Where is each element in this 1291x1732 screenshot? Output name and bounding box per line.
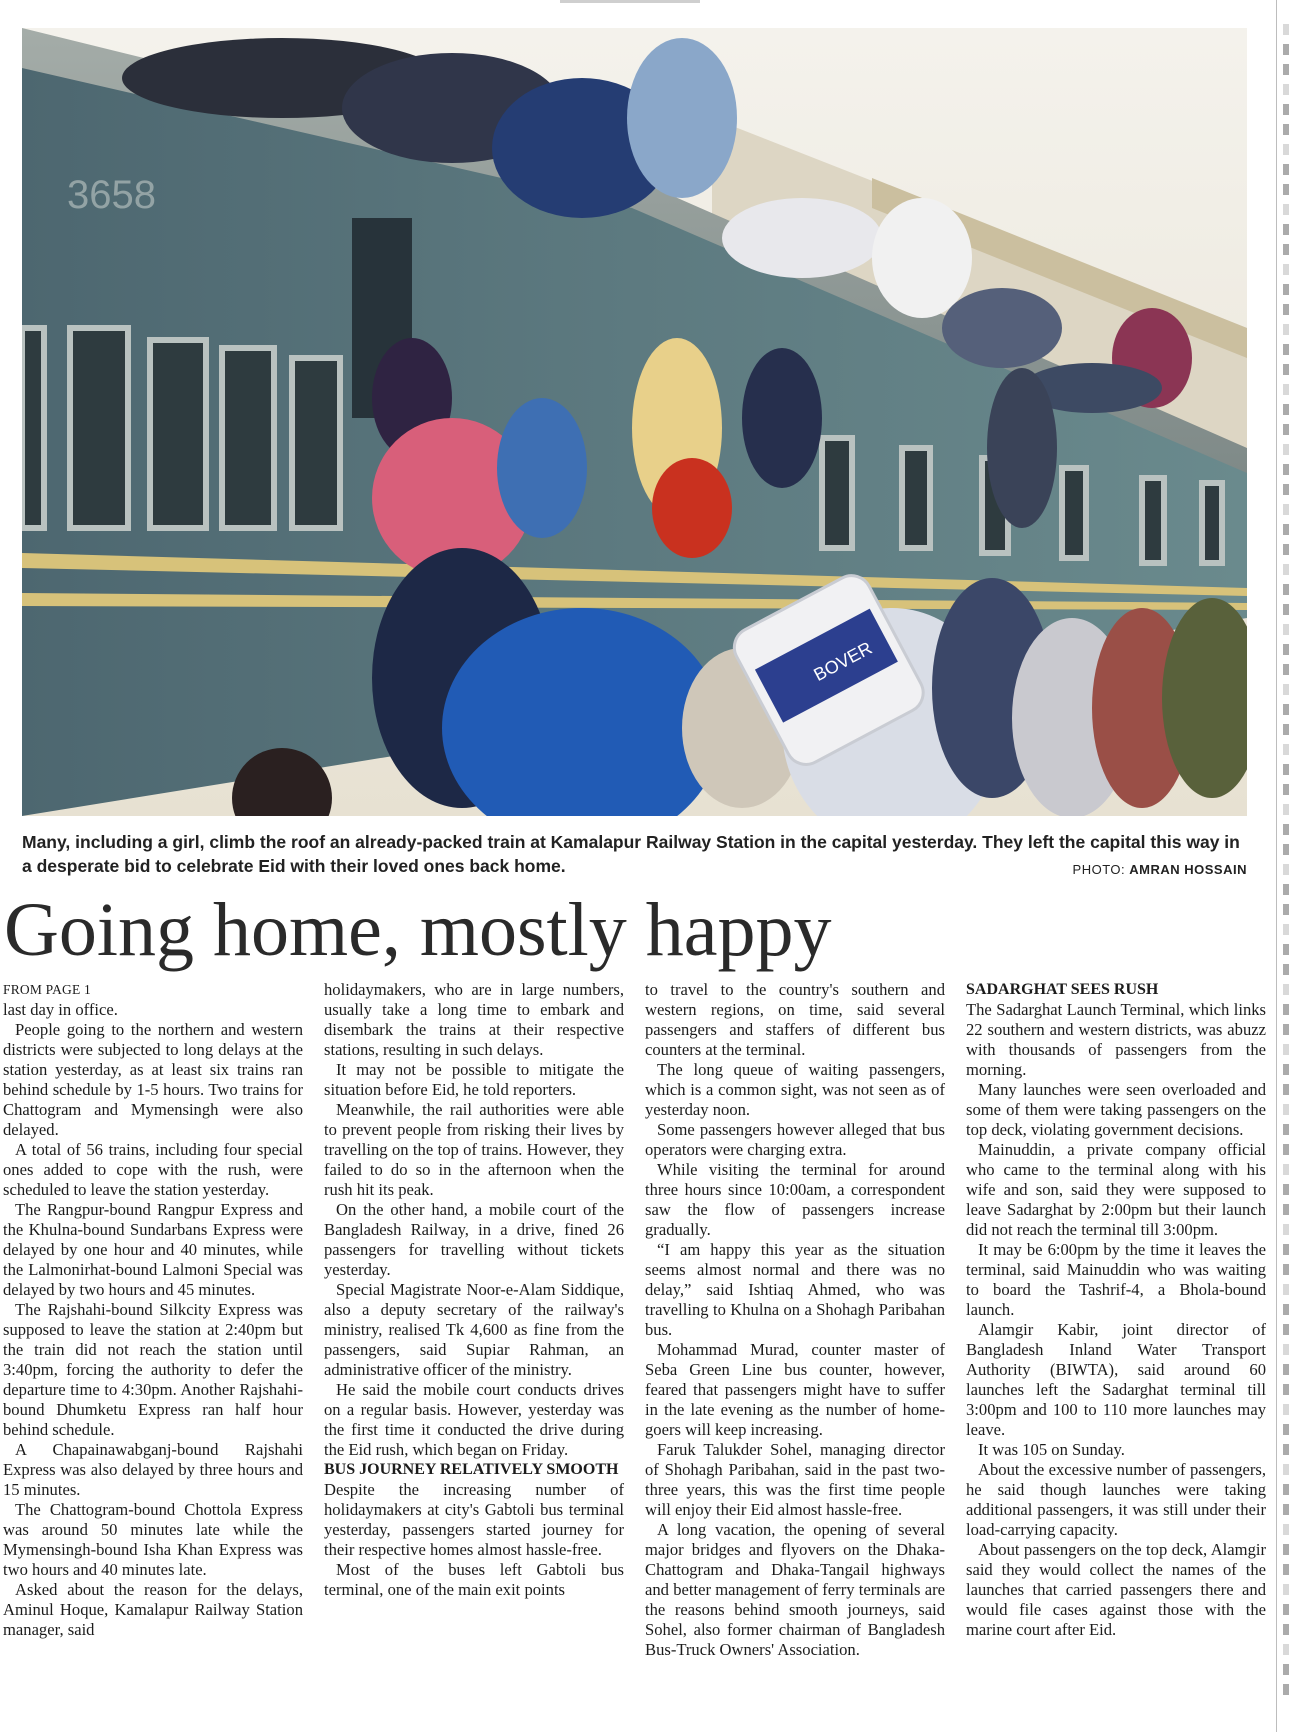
clipped-glyph [1283, 1104, 1289, 1115]
clipped-glyph [1283, 284, 1289, 295]
clipped-glyph [1283, 1084, 1289, 1095]
paragraph: A total of 56 trains, including four special ones added to cope with the rush, were scheduled to leave the station yesterday. [3, 1140, 303, 1199]
clipped-glyph [1283, 964, 1289, 975]
paragraph: Special Magistrate Noor-e-Alam Siddique, also a deputy secretary of the railway's ministry, realised Tk 4,600 as fine from the passengers, said Supiar Rahman, an administrative officer of the ministry. [324, 1280, 624, 1379]
paragraph: It may not be possible to mitigate the situation before Eid, he told reporters. [324, 1060, 624, 1099]
continued-from-kicker: FROM PAGE 1 [3, 982, 91, 997]
clipped-glyph [1283, 1404, 1289, 1415]
paragraph: Asked about the reason for the delays, Aminul Hoque, Kamalapur Railway Station manager, said [3, 1580, 303, 1639]
clipped-glyph [1283, 24, 1289, 35]
clipped-glyph [1283, 584, 1289, 595]
clipped-glyph [1283, 464, 1289, 475]
clipped-glyph [1283, 1504, 1289, 1515]
clipped-glyph [1283, 664, 1289, 675]
clipped-glyph [1283, 984, 1289, 995]
clipped-glyph [1283, 1244, 1289, 1255]
clipped-glyph [1283, 864, 1289, 875]
clipped-glyph [1283, 904, 1289, 915]
clipped-glyph [1283, 924, 1289, 935]
clipped-glyph [1283, 444, 1289, 455]
clipped-glyph [1283, 1584, 1289, 1595]
clipped-glyph [1283, 424, 1289, 435]
clipped-glyph [1283, 824, 1289, 835]
clipped-glyph [1283, 1544, 1289, 1555]
clipped-glyph [1283, 144, 1289, 155]
clipped-glyph [1283, 104, 1289, 115]
paragraph: The long queue of waiting passengers, which is a common sight, was not seen as of yesterday noon. [645, 1060, 945, 1119]
photo-credit [1073, 862, 1247, 877]
clipped-glyph [1283, 324, 1289, 335]
paragraph: A Chapainawabganj-bound Rajshahi Express was also delayed by three hours and 15 minutes. [3, 1440, 303, 1499]
paragraph: to travel to the country's southern and western regions, on time, said several passengers and staffers of different bus counters at the terminal. [645, 980, 945, 1059]
clipped-glyph [1283, 784, 1289, 795]
clipped-glyph [1283, 644, 1289, 655]
column-divider [1276, 0, 1277, 1732]
clipped-glyph [1283, 1284, 1289, 1295]
paragraph: It may be 6:00pm by the time it leaves the terminal, said Mainuddin who was waiting to board the Tashrif-4, a Bhola-bound launch. [966, 1240, 1266, 1319]
train-roof-crowd-photo [22, 28, 1247, 816]
clipped-glyph [1283, 1164, 1289, 1175]
clipped-glyph [1283, 724, 1289, 735]
paragraph: Meanwhile, the rail authorities were able to prevent people from risking their lives by travelling on the top of trains. However, they failed to do so in the afternoon when the rush hit its peak. [324, 1100, 624, 1199]
paragraph: People going to the northern and western districts were subjected to long delays at the station yesterday, as at least six trains ran behind schedule by 1-5 hours. Two trains for Chattogram and Mymensingh were also delayed. [3, 1020, 303, 1139]
clipped-glyph [1283, 84, 1289, 95]
clipped-glyph [1283, 124, 1289, 135]
clipped-glyph [1283, 1064, 1289, 1075]
photo-credit-name: AMRAN HOSSAIN [1129, 862, 1247, 877]
paragraph: Most of the buses left Gabtoli bus terminal, one of the main exit points [324, 1560, 624, 1599]
clipped-glyph [1283, 844, 1289, 855]
subhead-sadarghat: SADARGHAT SEES RUSH [966, 981, 1159, 998]
clipped-glyph [1283, 364, 1289, 375]
paragraph: About passengers on the top deck, Alamgir said they would collect the names of the launches that carried passengers there and would file cases against those with the marine court after Eid. [966, 1540, 1266, 1639]
clipped-glyph [1283, 604, 1289, 615]
paragraph: A long vacation, the opening of several major bridges and flyovers on the Dhaka-Chattogram and Dhaka-Tangail highways and better management of ferry terminals are the reasons behind smooth journeys, said Sohel, also former chairman of Bangladesh Bus-Truck Owners' Association. [645, 1520, 945, 1659]
paragraph: He said the mobile court conducts drives on a regular basis. However, yesterday was the first time it conducted the drive during the Eid rush, which began on Friday. [324, 1380, 624, 1459]
clipped-glyph [1283, 1264, 1289, 1275]
clipped-glyph [1283, 204, 1289, 215]
clipped-glyph [1283, 744, 1289, 755]
paragraph: last day in office. [3, 1000, 118, 1019]
paragraph: Many launches were seen overloaded and some of them were taking passengers on the top deck, violating government decisions. [966, 1080, 1266, 1139]
clipped-glyph [1283, 624, 1289, 635]
article-column-1 [3, 980, 303, 1640]
clipped-glyph [1283, 1624, 1289, 1635]
clipped-glyph [1283, 1024, 1289, 1035]
news-photo [22, 28, 1247, 816]
subhead-bus-journey: BUS JOURNEY RELATIVELY SMOOTH [324, 1461, 619, 1478]
article-column-2 [324, 980, 624, 1600]
clipped-glyph [1283, 1344, 1289, 1355]
clipped-glyph [1283, 344, 1289, 355]
clipped-glyph [1283, 64, 1289, 75]
clipped-glyph [1283, 1324, 1289, 1335]
clipped-glyph [1283, 1644, 1289, 1655]
clipped-glyph [1283, 1224, 1289, 1235]
clipped-glyph [1283, 1304, 1289, 1315]
clipped-glyph [1283, 1124, 1289, 1135]
clipped-glyph [1283, 504, 1289, 515]
clipped-glyph [1283, 264, 1289, 275]
paragraph: The Rajshahi-bound Silkcity Express was supposed to leave the station at 2:40pm but the train did not reach the station until 3:40pm, forcing the authority to defer the departure time to 4:30pm. Another Rajshahi-bound Dhumketu Express ran half hour behind schedule. [3, 1300, 303, 1439]
clipped-glyph [1283, 564, 1289, 575]
clipped-glyph [1283, 224, 1289, 235]
clipped-glyph [1283, 304, 1289, 315]
clipped-glyph [1283, 1364, 1289, 1375]
coach-number: 3658 [67, 173, 156, 217]
clipped-glyph [1283, 1184, 1289, 1195]
paragraph: On the other hand, a mobile court of the Bangladesh Railway, in a drive, fined 26 passengers for travelling without tickets yesterday. [324, 1200, 624, 1279]
paragraph: Despite the increasing number of holidaymakers at city's Gabtoli bus terminal yesterday, passengers started journey for their respective homes almost hassle-free. [324, 1480, 624, 1559]
clipped-glyph [1283, 1424, 1289, 1435]
paragraph: Mohammad Murad, counter master of Seba Green Line bus counter, however, feared that passengers might have to suffer in the late evening as the number of home-goers will keep increasing. [645, 1340, 945, 1439]
paragraph: Alamgir Kabir, joint director of Bangladesh Inland Water Transport Authority (BIWTA), said around 60 launches left the Sadarghat terminal till 3:00pm and 100 to 110 more launches may leave. [966, 1320, 1266, 1439]
clipped-glyph [1283, 1384, 1289, 1395]
clipped-glyph [1283, 164, 1289, 175]
paragraph: Some passengers however alleged that bus operators were charging extra. [645, 1120, 945, 1159]
paragraph: While visiting the terminal for around three hours since 10:00am, a correspondent saw the flow of passengers increase gradually. [645, 1160, 945, 1239]
page-top-mark [560, 0, 700, 3]
clipped-glyph [1283, 1484, 1289, 1495]
bucket-label: BOVER [810, 637, 876, 686]
clipped-glyph [1283, 1444, 1289, 1455]
clipped-glyph [1283, 1144, 1289, 1155]
paragraph: “I am happy this year as the situation seems almost normal and there was no delay,” said Ishtiaq Ahmed, who was travelling to Khulna on a Shohagh Paribahan bus. [645, 1240, 945, 1339]
clipped-glyph [1283, 244, 1289, 255]
paragraph: Mainuddin, a private company official who came to the terminal along with his wife and son, said they were supposed to leave Sadarghat by 2:00pm but their launch did not reach the terminal till 3:00pm. [966, 1140, 1266, 1239]
clipped-glyph [1283, 1204, 1289, 1215]
clipped-glyph [1283, 1524, 1289, 1535]
clipped-glyph [1283, 44, 1289, 55]
clipped-glyph [1283, 404, 1289, 415]
clipped-glyph [1283, 764, 1289, 775]
clipped-glyph [1283, 544, 1289, 555]
clipped-glyph [1283, 524, 1289, 535]
clipped-glyph [1283, 1564, 1289, 1575]
clipped-glyph [1283, 1044, 1289, 1055]
clipped-glyph [1283, 804, 1289, 815]
photo-caption: Many, including a girl, climb the roof an already-packed train at Kamalapur Railway Station in the capital yesterday. They left the capital this way in a desperate bid to celebrate Eid with their loved ones back home. [22, 832, 1240, 876]
article-column-4 [966, 980, 1266, 1640]
clipped-glyph [1283, 384, 1289, 395]
adjacent-story-edge [1283, 24, 1291, 1724]
clipped-glyph [1283, 1004, 1289, 1015]
paragraph: The Sadarghat Launch Terminal, which links 22 southern and western districts, was abuzz with thousands of passengers from the morning. [966, 1000, 1266, 1079]
clipped-glyph [1283, 184, 1289, 195]
clipped-glyph [1283, 1464, 1289, 1475]
paragraph: holidaymakers, who are in large numbers, usually take a long time to embark and disembark the trains at their respective stations, resulting in such delays. [324, 980, 624, 1059]
paragraph: The Rangpur-bound Rangpur Express and the Khulna-bound Sundarbans Express were delayed by one hour and 40 minutes, while the Lalmonirhat-bound Lalmoni Special was delayed by two hours and 45 minutes. [3, 1200, 303, 1299]
article-column-3 [645, 980, 945, 1660]
paragraph: It was 105 on Sunday. [978, 1440, 1125, 1459]
paragraph: The Chattogram-bound Chottola Express was around 50 minutes late while the Mymensingh-bound Isha Khan Express was two hours and 40 minutes late. [3, 1500, 303, 1579]
clipped-glyph [1283, 944, 1289, 955]
paragraph: About the excessive number of passengers, he said though launches were taking additional passengers, it was still under their load-carrying capacity. [966, 1460, 1266, 1539]
paragraph: Faruk Talukder Sohel, managing director of Shohagh Paribahan, said in the past two-three years, this was the first time people will enjoy their Eid almost hassle-free. [645, 1440, 945, 1519]
photo-credit-prefix: PHOTO: [1072, 862, 1126, 877]
clipped-glyph [1283, 1604, 1289, 1615]
clipped-glyph [1283, 884, 1289, 895]
clipped-glyph [1283, 484, 1289, 495]
clipped-glyph [1283, 1684, 1289, 1695]
clipped-glyph [1283, 704, 1289, 715]
headline: Going home, mostly happy [4, 888, 832, 972]
clipped-glyph [1283, 684, 1289, 695]
clipped-glyph [1283, 1664, 1289, 1675]
